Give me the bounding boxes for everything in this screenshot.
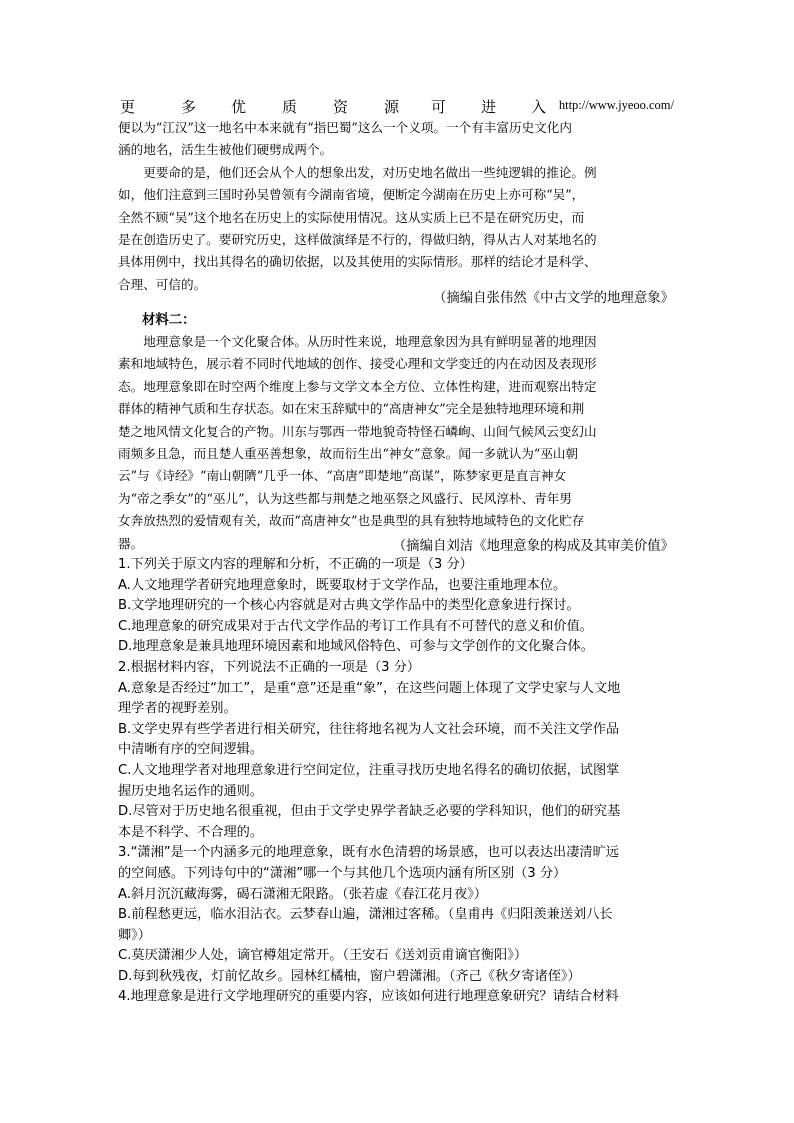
- header-char: 源: [384, 98, 400, 116]
- text-line: 如，他们注意到三国时孙吴曾领有今湖南省境，便断定今湖南在历史上亦可称“吴”，: [118, 187, 585, 203]
- question-3-cont: 的空间感。下列诗句中的“潇湘”哪一个与其他几个选项内涵有所区别（3 分）: [118, 865, 567, 881]
- page-header: [118, 96, 680, 116]
- text-line: 群体的精神气质和生存状态。如在宋玉辞赋中的“高唐神女”完全是独特地理环境和荆: [118, 401, 585, 417]
- header-char: 质: [282, 98, 298, 116]
- text-line: 涵的地名，活生生被他们硬劈成两个。: [118, 142, 333, 158]
- option-d-cont: 本是不科学、不合理的。: [118, 824, 264, 840]
- source-citation: （摘编自刘洁《地理意象的构成及其审美价值》: [392, 539, 674, 554]
- text-line: 素和地域特色，展示着不同时代地域的创作、接受心理和文学变迁的内在动因及表现形: [118, 356, 597, 372]
- option-c-cont: 握历史地名运作的通则。: [118, 783, 264, 799]
- option-b: B.前程愁更远，临水泪沾衣。云梦春山遍，潇湘过客稀。（皇甫冉《归阳羡兼送刘八长: [118, 907, 613, 923]
- header-char: 资: [333, 98, 349, 116]
- option-d: D.地理意象是兼具地理环境因素和地域风俗特色、可参与文学创作的文化聚合体。: [118, 639, 594, 655]
- question-2: 2.根据材料内容，下列说法不正确的一项是（3 分）: [118, 659, 421, 675]
- option-c: C.地理意象的研究成果对于古代文学作品的考订工作具有不可替代的意义和价值。: [118, 618, 593, 634]
- header-char: 入: [531, 98, 547, 116]
- option-d: D.每到秋残夜，灯前忆故乡。园林红橘柚，窗户碧潇湘。（齐己《秋夕寄诸侄》）: [118, 968, 581, 984]
- text-line: 雨频多且急，而且楚人重巫善想象，故而衍生出“神女”意象。闻一多就认为“巫山朝: [118, 446, 579, 462]
- question-4: 4.地理意象是进行文学地理研究的重要内容，应该如何进行地理意象研究？请结合材料: [118, 989, 619, 1005]
- text-line: 便以为“江汉”这一地名中本来就有“指巴蜀”这么一个义项。一个有丰富历史文化内: [118, 120, 572, 135]
- text-line: 态。地理意象即在时空两个维度上参与文学文本全方位、立体性构建，进而观察出特定: [118, 378, 597, 394]
- header-char: 优: [231, 98, 247, 116]
- text-line: 地理意象是一个文化聚合体。从历时性来说，地理意象因为具有鲜明显著的地理因: [143, 334, 597, 349]
- text-line: 合理、可信的。: [118, 276, 207, 292]
- question-1: 1.下列关于原文内容的理解和分析，不正确的一项是（3 分）: [118, 557, 473, 572]
- option-c: C.人文地理学者对地理意象进行空间定位，注重寻找历史地名得名的确切依据，试图掌: [118, 762, 620, 778]
- text-line: 为“帝之季女”的“巫儿”，认为这些都与荆楚之地巫祭之风盛行、民风淳朴、青年男: [118, 490, 572, 506]
- option-b: B.文学地理研究的一个核心内容就是对古典文学作品中的类型化意象进行探讨。: [118, 598, 580, 614]
- questions: [118, 555, 680, 1008]
- option-d: D.尽管对于历史地名很重视，但由于文学史界学者缺乏必要的学科知识，他们的研究基: [118, 804, 621, 820]
- header-char: 可: [431, 98, 447, 116]
- material-two-text: [118, 331, 680, 555]
- option-b-cont: 卿》）: [118, 927, 151, 943]
- question-3: 3.“潇湘”是一个内涵多元的地理意象，既有水色清碧的场景感，也可以表达出凄清旷远: [118, 845, 619, 861]
- option-c: C.莫厌潇湘少人处，谪官樽俎定常开。（王安石《送刘贡甫谪官衡阳》）: [118, 948, 528, 964]
- option-a: A.斜月沉沉藏海雾，碣石潇湘无限路。（张若虚《春江花月夜》）: [118, 886, 488, 902]
- text-line: 女奔放热烈的爱情观有关，故而“高唐神女”也是典型的具有独特地域特色的文化贮存: [118, 513, 585, 529]
- option-a: A.意象是否经过“加工”，是重“意”还是重“象”，在这些问题上体现了文学史家与人文地: [118, 680, 621, 696]
- text-line: 器。: [118, 535, 144, 551]
- option-a: A.人文地理学者研究地理意象时，既要取材于文学作品，也要注重地理本位。: [118, 577, 567, 593]
- text-line: 是在创造历史了。要研究历史，这样做演绎是不行的，得做归纳，得从古人对某地名的: [118, 232, 597, 248]
- header-link[interactable]: http://www.jyeoo.com/: [558, 98, 674, 112]
- text-line: 具体用例中，找出其得名的确切依据，以及其使用的实际情形。那样的结论才是科学、: [118, 254, 597, 270]
- text-line: 云”与《诗经》“南山朝隮”几乎一体、“高唐”即楚地“高谋”，陈梦家更是直言神女: [118, 468, 567, 484]
- option-b: B.文学史界有些学者进行相关研究，往往将地名视为人文社会环境，而不关注文学作品: [118, 721, 620, 737]
- option-a-cont: 理学者的视野差别。: [118, 701, 237, 717]
- text-line: 全然不顾“吴”这个地名在历史上的实际使用情况。这从实质上已不是在研究历史，而: [118, 209, 585, 225]
- material-one-text: [118, 117, 680, 296]
- text-line: 楚之地风情文化复合的产物。川东与鄂西一带地貌奇特怪石嶙峋、山间气候风云变幻山: [118, 423, 597, 439]
- header-char: 多: [181, 98, 197, 116]
- header-char: 进: [481, 98, 497, 116]
- source-citation: （摘编自张伟然《中古文学的地理意象》: [432, 291, 674, 306]
- text-line: 更要命的是，他们还会从个人的想象出发，对历史地名做出一些纯逻辑的推论。例: [143, 164, 597, 180]
- header-char: 更: [120, 98, 136, 116]
- section-heading: 材料二：: [142, 313, 196, 328]
- option-b-cont: 中清晰有序的空间逻辑。: [118, 742, 264, 758]
